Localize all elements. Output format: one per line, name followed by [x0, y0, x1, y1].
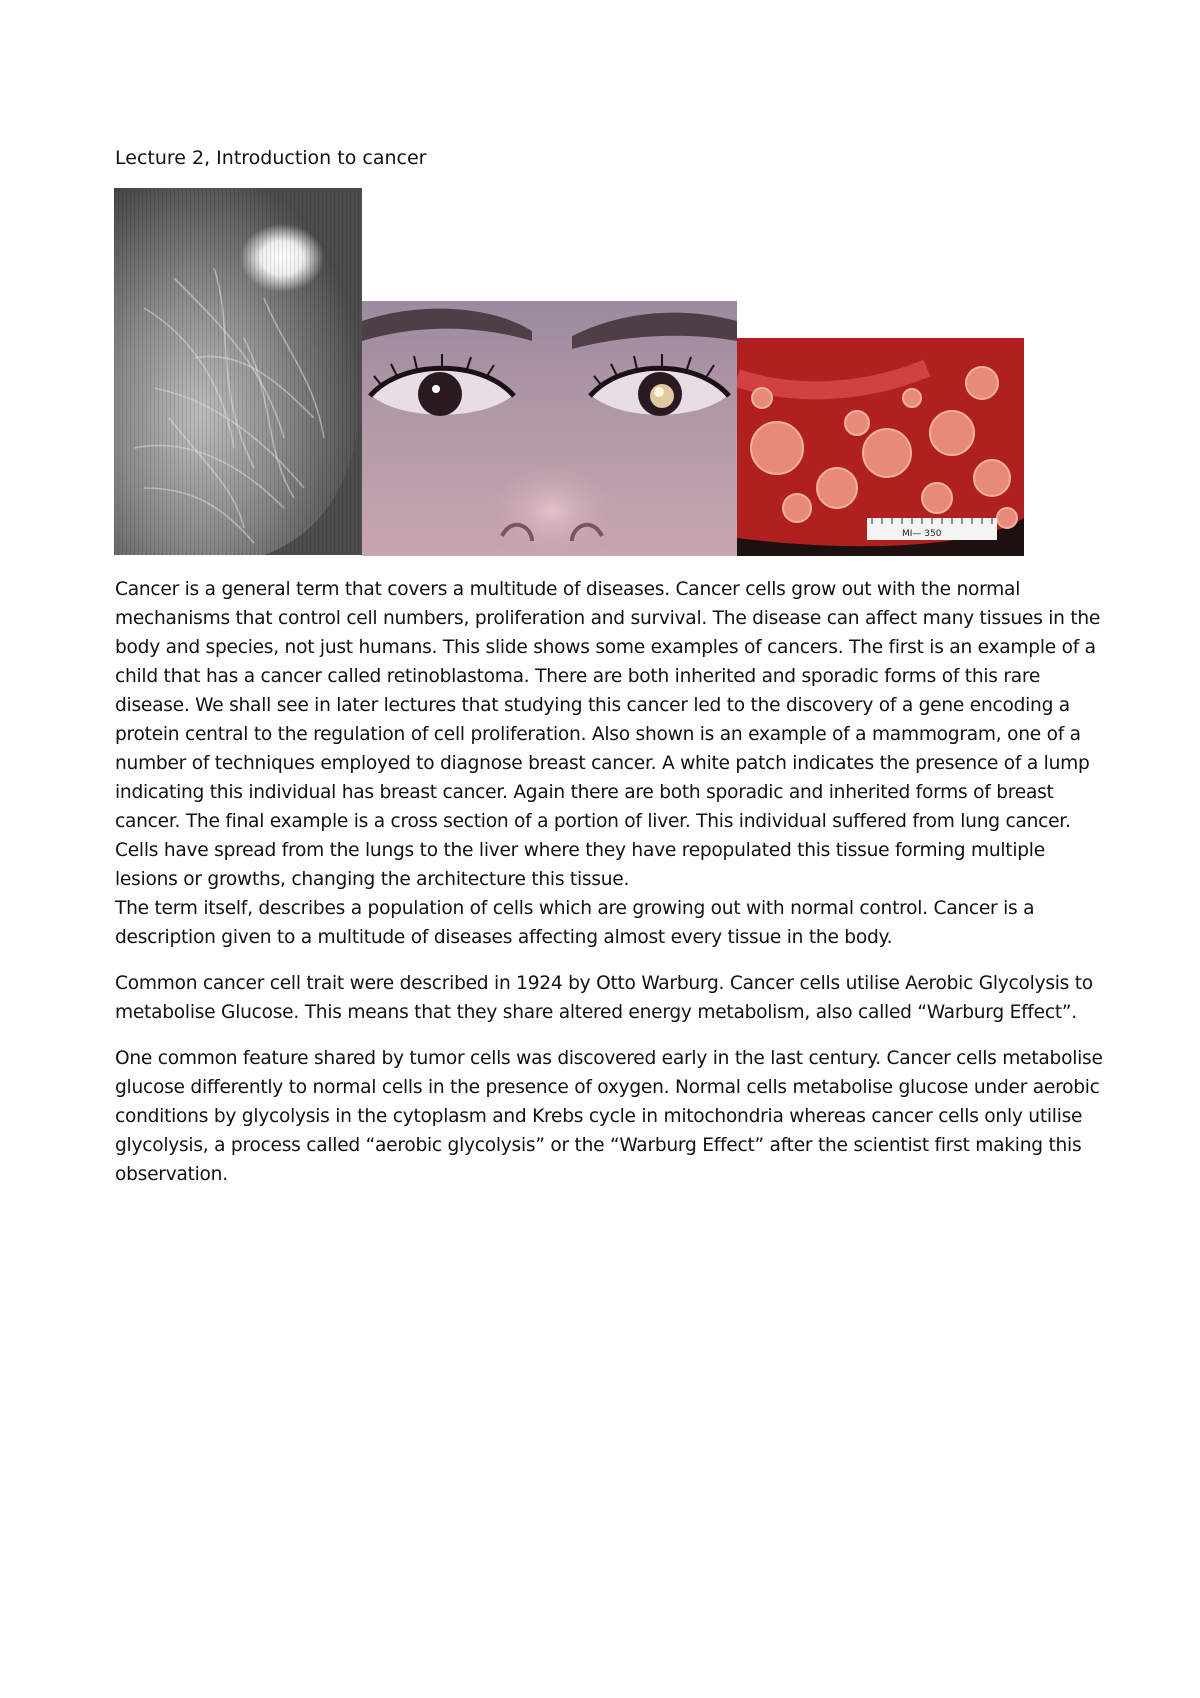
document-title: Lecture 2, Introduction to cancer — [115, 147, 427, 169]
ruler-label: MI— 350 — [902, 529, 942, 539]
text-line: observation. — [115, 1164, 228, 1185]
text-line: glucose differently to normal cells in the presence of oxygen. Normal cells metabolise glucose under aerobic — [115, 1077, 1100, 1098]
text-line: indicating this individual has breast cancer. Again there are both sporadic and inherited forms of breast — [115, 782, 1054, 803]
text-line: Cells have spread from the lungs to the liver where they have repopulated this tissue forming multiple — [115, 840, 1045, 861]
text-line: One common feature shared by tumor cells was discovered early in the last century. Cancer cells metabolise — [115, 1048, 1103, 1069]
paragraph — [115, 1044, 1103, 1189]
paragraph-gap — [115, 1027, 1100, 1044]
text-line: body and species, not just humans. This slide shows some examples of cancers. The first is an example of a — [115, 637, 1096, 658]
paragraph-gap — [115, 952, 1100, 969]
text-line: protein central to the regulation of cell proliferation. Also shown is an example of a mammogram, one of a — [115, 724, 1081, 745]
text-line: cancer. The final example is a cross section of a portion of liver. This individual suffered from lung cancer. — [115, 811, 1071, 832]
paragraphs — [115, 575, 1103, 1189]
text-line: The term itself, describes a population of cells which are growing out with normal control. Cancer is a — [115, 898, 1035, 919]
text-line: disease. We shall see in later lectures that studying this cancer led to the discovery of a gene encoding a — [115, 695, 1070, 716]
text-line: glycolysis, a process called “aerobic glycolysis” or the “Warburg Effect” after the scientist first making this — [115, 1135, 1082, 1156]
text-line: mechanisms that control cell numbers, proliferation and survival. The disease can affect many tissues in the — [115, 608, 1101, 629]
text-line: Common cancer cell trait were described in 1924 by Otto Warburg. Cancer cells utilise Aerobic Glycolysis to — [115, 973, 1093, 994]
body-text — [115, 575, 1103, 1189]
figure-strip — [114, 188, 1026, 556]
mammogram-image — [114, 188, 362, 555]
text-line: Cancer is a general term that covers a multitude of diseases. Cancer cells grow out with the normal — [115, 579, 1021, 600]
retinoblastoma-photo — [362, 301, 737, 556]
text-line: number of techniques employed to diagnose breast cancer. A white patch indicates the presence of a lump — [115, 753, 1090, 774]
text-line: metabolise Glucose. This means that they share altered energy metabolism, also called “Warburg Effect”. — [115, 1002, 1077, 1023]
text-line: lesions or growths, changing the architecture this tissue. — [115, 869, 630, 890]
paragraph — [115, 575, 1100, 952]
liver-cross-section-photo — [737, 338, 1024, 556]
text-line: conditions by glycolysis in the cytoplasm and Krebs cycle in mitochondria whereas cancer cells only utilise — [115, 1106, 1083, 1127]
text-line: description given to a multitude of diseases affecting almost every tissue in the body. — [115, 927, 893, 948]
text-line: child that has a cancer called retinoblastoma. There are both inherited and sporadic forms of this rare — [115, 666, 1041, 687]
paragraph — [115, 969, 1100, 1027]
